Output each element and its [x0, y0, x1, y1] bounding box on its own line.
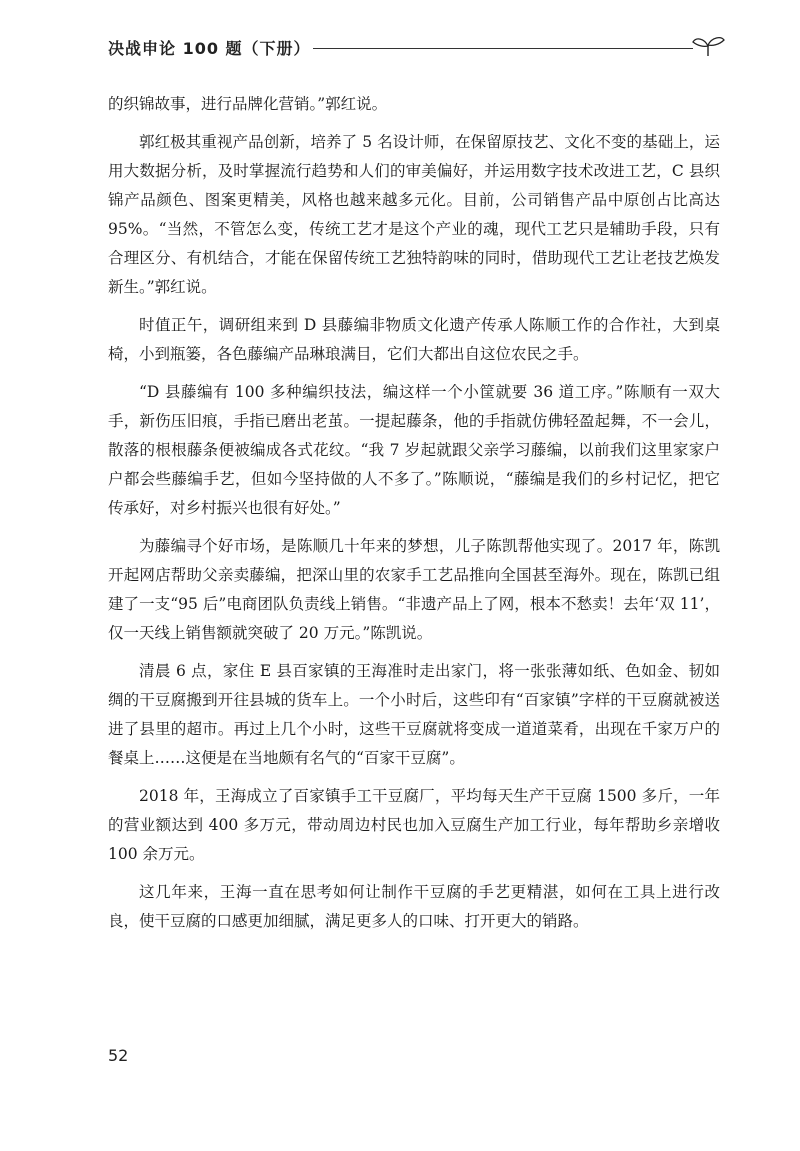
paragraph: 时值正午，调研组来到 D 县藤编非物质文化遗产传承人陈顺工作的合作社，大到桌椅，小到瓶篓，各色藤编产品琳琅满目，它们大都出自这位农民之手。	[108, 316, 720, 363]
book-title: 决战申论 100 题（下册）	[108, 39, 311, 58]
page-number: 52	[108, 1046, 129, 1065]
paragraph: 清晨 6 点，家住 E 县百家镇的王海准时走出家门，将一张张薄如纸、色如金、韧如绸的干豆腐搬到开往县城的货车上。一个小时后，这些印有“百家镇”字样的干豆腐就被送进了县里的超市。再过上几个小时，这些干豆腐就将变成一道道菜肴，出现在千家万户的餐桌上……这便是在当地颇有名气的“百家干豆腐”。	[108, 662, 720, 767]
paragraph: 郭红极其重视产品创新，培养了 5 名设计师，在保留原技艺、文化不变的基础上，运用大数据分析，及时掌握流行趋势和人们的审美偏好，并运用数字技术改进工艺，C 县织锦产品颜色、图案更精美，风格也越来越多元化。目前，公司销售产品中原创占比高达 95%。“当然，不管怎么变，传统工艺才是这个产业的魂，现代工艺只是辅助手段，只有合理区分、有机结合，才能在保留传统工艺独特韵味的同时，借助现代工艺让老技艺焕发新生。”郭红说。	[108, 133, 720, 296]
sprout-icon	[690, 34, 726, 58]
paragraph: “D 县藤编有 100 多种编织技法，编这样一个小筐就要 36 道工序。”陈顺有一双大手，新伤压旧痕，手指已磨出老茧。一提起藤条，他的手指就仿佛轻盈起舞，不一会儿，散落的根根藤条便被编成各式花纹。“我 7 岁起就跟父亲学习藤编，以前我们这里家家户户都会些藤编手艺，但如今坚持做的人不多了。”陈顺说，“藤编是我们的乡村记忆，把它传承好，对乡村振兴也很有好处。”	[108, 383, 720, 517]
body-text	[108, 90, 720, 945]
running-header	[108, 34, 728, 64]
header-rule	[313, 48, 693, 49]
paragraph: 为藤编寻个好市场，是陈顺几十年来的梦想，儿子陈凯帮他实现了。2017 年，陈凯开起网店帮助父亲卖藤编，把深山里的农家手工艺品推向全国甚至海外。现在，陈凯已组建了一支“95 后”电商团队负责线上销售。“非遗产品上了网，根本不愁卖！去年‘双 11’，仅一天线上销售额就突破了 20 万元。”陈凯说。	[108, 537, 720, 642]
paragraph: 2018 年，王海成立了百家镇手工干豆腐厂，平均每天生产干豆腐 1500 多斤，一年的营业额达到 400 多万元，带动周边村民也加入豆腐生产加工行业，每年帮助乡亲增收 100 余万元。	[108, 787, 720, 863]
paragraph: 的织锦故事，进行品牌化营销。”郭红说。	[108, 95, 388, 113]
paragraph: 这几年来，王海一直在思考如何让制作干豆腐的手艺更精湛，如何在工具上进行改良，使干豆腐的口感更加细腻，满足更多人的口味、打开更大的销路。	[108, 883, 720, 930]
